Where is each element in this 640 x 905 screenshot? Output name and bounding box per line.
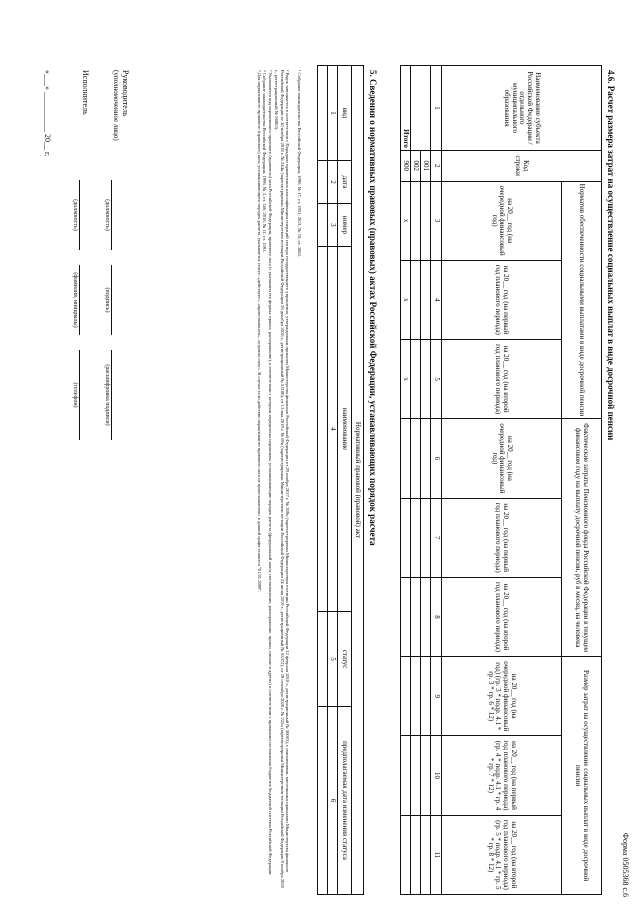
fio-line <box>79 265 80 335</box>
col-number: 1 <box>328 66 338 161</box>
exec-position-caption: (должность) <box>72 199 78 231</box>
col-number: 6 <box>431 419 442 498</box>
size-col-1: на 20__ год (на очередной финансовый год) (гр. 3 * подр. 4.1 * гр. 3 * гр. 6 * 12) <box>442 657 562 736</box>
fact-col-3: на 20__ год (на второй год планового периода) <box>442 577 562 656</box>
norm-col-2: на 20__ год (на первый год планового периода) <box>442 260 562 339</box>
position-caption: (должность) <box>104 199 110 231</box>
col-number: 5 <box>431 340 442 419</box>
col-number: 3 <box>431 181 442 260</box>
head-label: Руководитель <box>121 70 130 117</box>
position-line <box>111 180 112 250</box>
signature-block <box>10 70 130 470</box>
date-line: «___» __________ 20__ г. <box>43 70 52 157</box>
footnote: ² Рядок заполняется в соответствии с Порядком применения классификации операций сектора государственного управления, утвержденным приказом Министерства финансов Российской Федерации от 29 ноября 2017 г. № 209н (зарегистрирован Министерством юстиции Российской Федерации 12 февраля 2018 г., регистрационный № 50003), с изменениями, внесенными приказами Министерства финансов Российской Федерации от 30 ноября 2018 г. № 244н (зарегистрирован Министерством юстиции Российской Федерации 26 декабря 2018 г., регистрационный № 53180), от 13 мая 2019 г. № 69н (зарегистрирован Министерством юстиции Российской Федерации 24 июня 2019 г., регистрационный № 55372), от 29 сентября 2020 г. № 222н (зарегистрирован Министерством юстиции Российской Федерации 9 ноября 2020 г., регистрационный № 60802). <box>273 70 291 888</box>
s5-col-status: статус <box>338 612 352 707</box>
form-label: Форма 0505368 с.6 <box>621 832 630 897</box>
group-norm-header: Норматив обеспеченности социальными выплатами в виде досрочной пенсии <box>562 181 602 419</box>
total-label: Итого <box>401 66 411 151</box>
col-number: 9 <box>431 657 442 736</box>
col-number: 7 <box>431 498 442 577</box>
subject-cell <box>411 66 431 151</box>
s5-col-number: номер <box>338 204 352 247</box>
col-number: 1 <box>431 66 442 151</box>
s5-col-date: дата <box>338 161 352 204</box>
col-number: 4 <box>328 247 338 612</box>
row-code: 001 <box>421 150 431 181</box>
col-number: 3 <box>328 204 338 247</box>
section-4-6-title: 4.6. Расчет размера затрат на осуществление социальных выплат в виде досрочной пенсии <box>606 70 616 441</box>
col-number: 6 <box>328 707 338 895</box>
norm-col-3: на 20__ год (на второй год планового периода) <box>442 340 562 419</box>
footnote: ⁴ Собрание законодательства Российской Федерации, 1996, № 3, ст. 146; 2018, № 11, ст. 1591. <box>262 70 268 253</box>
signature-caption: (подпись) <box>104 287 110 313</box>
fact-col-1: на 20__ год (на очередной финансовый год) <box>442 419 562 498</box>
fio-caption: (фамилия, инициалы) <box>72 272 78 328</box>
section-5-header: Нормативный правовой (правовой) акт <box>352 66 364 895</box>
col-number: 8 <box>431 577 442 656</box>
s5-col-name: наименование <box>338 247 352 612</box>
col-code-header: Код строки <box>442 150 602 181</box>
total-mark: x <box>401 260 411 339</box>
col-number: 4 <box>431 260 442 339</box>
row-code: 002 <box>411 150 421 181</box>
exec-label: Исполнитель <box>81 70 90 115</box>
head-sub: (уполномоченное лицо) <box>112 70 120 141</box>
col-number: 11 <box>431 815 442 894</box>
group-size-header: Размер затрат на осуществление социальных выплат в виде досрочной пенсии <box>562 657 602 895</box>
col-number: 10 <box>431 736 442 815</box>
norm-col-1: на 20__ год (на очередной финансовый год) <box>442 181 562 260</box>
s5-col-status-date: предполагаемая дата изменения статуса <box>338 707 352 895</box>
col-number: 2 <box>431 150 442 181</box>
decoding-caption: (расшифровка подписи) <box>104 364 110 426</box>
col-number: 2 <box>328 161 338 204</box>
decoding-line <box>111 350 112 440</box>
footnotes <box>256 70 302 890</box>
size-col-3: на 20__ год (на второй год планового периода) (гр. 5 * подр. 4.1 * гр. 5 * гр. 8 * 12) <box>442 815 562 894</box>
section-5-table <box>317 65 364 895</box>
fact-col-2: на 20__ год (на первый год планового периода) <box>442 498 562 577</box>
total-mark: x <box>401 181 411 260</box>
s5-col-kind: вид <box>338 66 352 161</box>
total-code: 900 <box>401 150 411 181</box>
signature-line <box>111 265 112 335</box>
group-fact-header: Фактические затраты Пенсионного фонда Российской Федерации в текущем финансовом году на выплату досрочной пенсии, руб в месяц, на человека <box>562 419 602 657</box>
section-4-6-table <box>400 65 602 895</box>
total-mark: x <box>401 340 411 419</box>
footnote: ³ Указывается вид нормативного правового (правового) акта Российской Федерации, правового акта (с указанием его формы: приказ, распоряжение), в соответствии с которым определены нормативы, устанавливающие порядок расчета (федеральный закон, постановление, распоряжение, приказ, письмо и другие) в соответствии с правилами составления бюджетов бюджетной системы Российской Федерации. <box>268 70 274 876</box>
size-col-2: на 20__ год (на первый год планового периода) (гр. 4 * подр. 4.1 * гр. 4 * гр. 7 * 12) <box>442 736 562 815</box>
col-subject-header: Наименование субъекта Российской Федерации / отдельного муниципального образования <box>442 66 602 151</box>
footnote: ¹ Собрание законодательства Российской Федерации, 1996, № 17, ст. 1951; 2021, № 18, ст. 3083. <box>297 70 302 258</box>
section-5-title: 5. Сведения о нормативных правовых (правовых) актах Российской Федерации, устанавливающих порядок расчета <box>368 70 378 546</box>
col-number: 5 <box>328 612 338 707</box>
phone-caption: (телефон) <box>72 382 78 408</box>
phone-line <box>79 350 80 440</box>
footnote: ⁵ Для нормативного правового (правового) акта, устанавливающего порядок расчета, указывается статус: «действует», «приостановлен», «утратил силу». В случае если действие нормативного правового акта не приостановлено, в данной графе ставится "01.01.2099". <box>256 70 262 593</box>
exec-position-line <box>79 180 80 250</box>
